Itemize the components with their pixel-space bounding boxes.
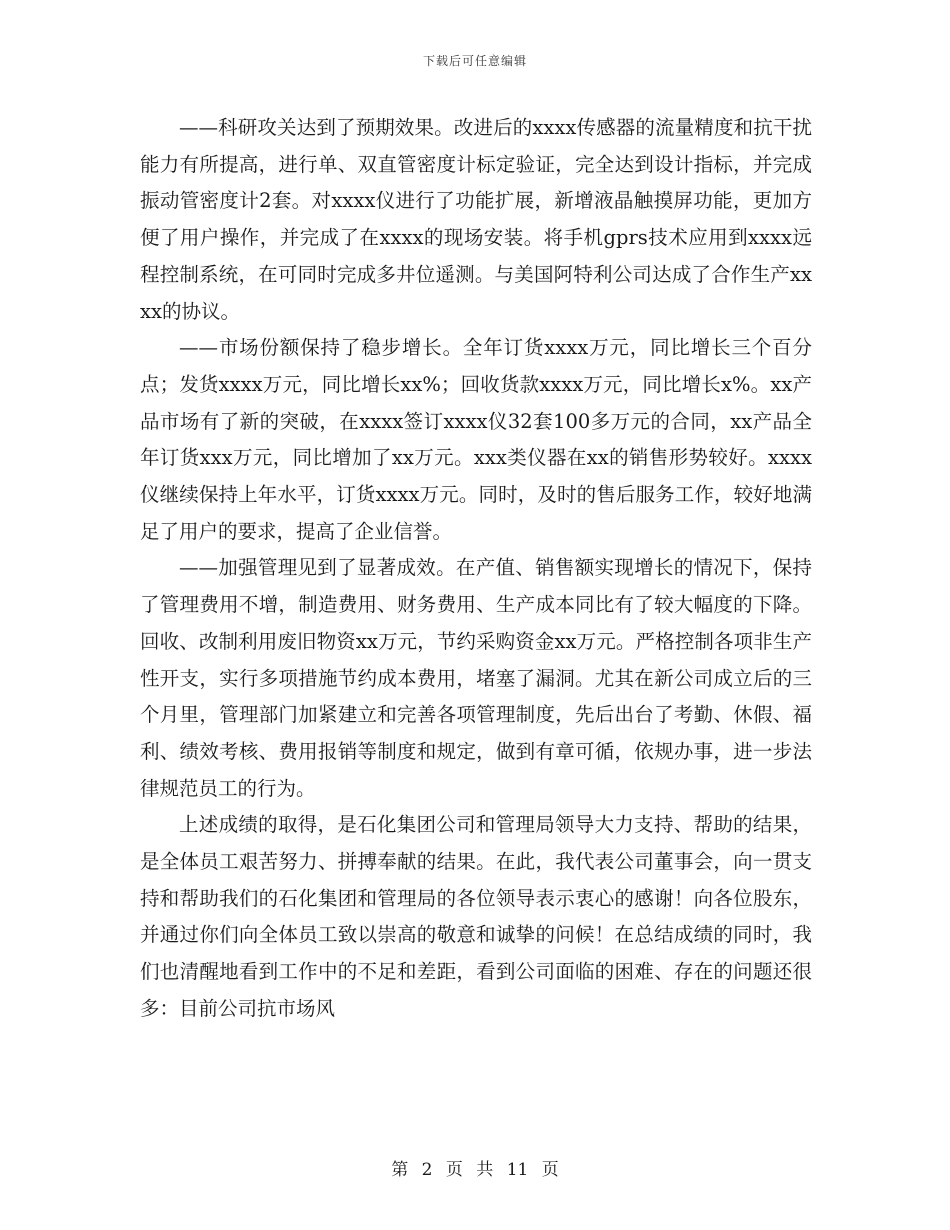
paragraph-management: ——加强管理见到了显著成效。在产值、销售额实现增长的情况下，保持了管理费用不增，制造费用、财务费用、生产成本同比有了较大幅度的下降。回收、改制利用废旧物资xx万元，节约采购资金xx万元。严格控制各项非生产性开支，实行多项措施节约成本费用，堵塞了漏洞。尤其在新公司成立后的三个月里，管理部门加紧建立和完善各项管理制度，先后出台了考勤、休假、福利、绩效考核、费用报销等制度和规定，做到有章可循，依规办事，进一步法律规范员工的行为。: [140, 556, 812, 800]
page-number-footer: 第 2 页 共 11 页: [391, 1160, 559, 1180]
paragraph-market: ——市场份额保持了稳步增长。全年订货xxxx万元，同比增长三个百分点；发货xxxx万元，同比增长xx%；回收货款xxxx万元，同比增长x%。xx产品市场有了新的突破，在xxxx签订xxxx仪32套100多万元的合同，xx产品全年订货xxx万元，同比增加了xx万元。xxx类仪器在xx的销售形势较好。xxxx仪继续保持上年水平，订货xxxx万元。同时，及时的售后服务工作，较好地满足了用户的要求，提高了企业信誉。: [140, 336, 812, 543]
document-body: [140, 110, 812, 1028]
page-header-note: 下载后可任意编辑: [422, 54, 527, 68]
paragraph-achievements: 上述成绩的取得，是石化集团公司和管理局领导大力支持、帮助的结果，是全体员工艰苦努力、拼搏奉献的结果。在此，我代表公司董事会，向一贯支持和帮助我们的石化集团和管理局的各位领导表示衷心的感谢！向各位股东，并通过你们向全体员工致以崇高的敬意和诚挚的问候！在总结成绩的同时，我们也清醒地看到工作中的不足和差距，看到公司面临的困难、存在的问题还很多：目前公司抗市场风: [140, 813, 812, 1020]
paragraph-research: ——科研攻关达到了预期效果。改进后的xxxx传感器的流量精度和抗干扰能力有所提高，进行单、双直管密度计标定验证，完全达到设计指标，并完成振动管密度计2套。对xxxx仪进行了功能扩展，新增液晶触摸屏功能，更加方便了用户操作，并完成了在xxxx的现场安装。将手机gprs技术应用到xxxx远程控制系统，在可同时完成多井位遥测。与美国阿特利公司达成了合作生产xxxx的协议。: [140, 116, 812, 323]
